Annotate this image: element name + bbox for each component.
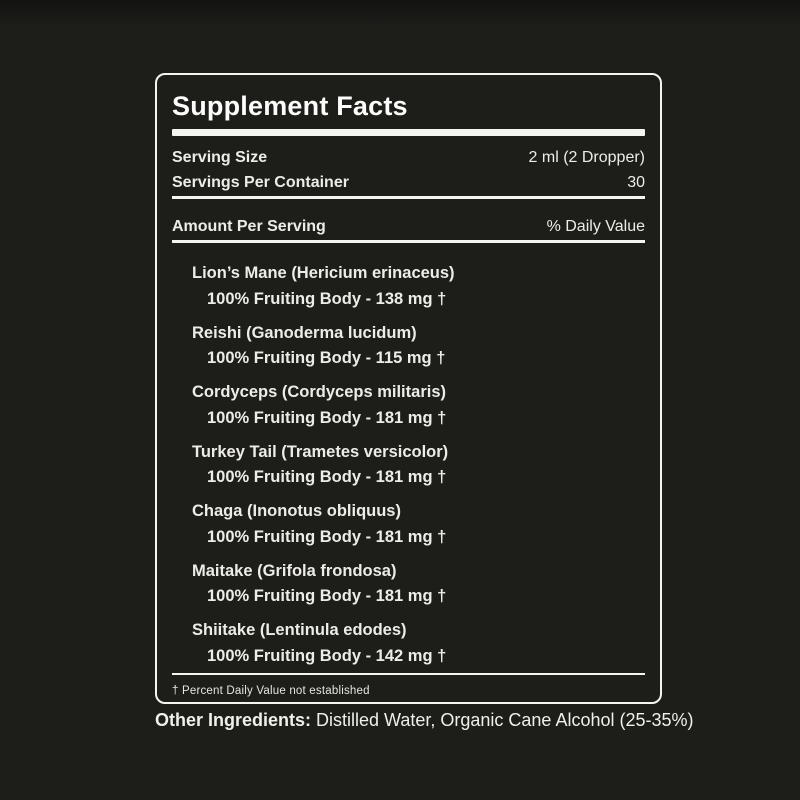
ingredient-amount: 100% Fruiting Body - 181 mg † bbox=[207, 468, 447, 486]
other-ingredients-line bbox=[155, 708, 694, 732]
ingredient-item bbox=[172, 561, 645, 608]
ingredient-item bbox=[172, 620, 645, 667]
ingredient-item bbox=[172, 323, 645, 370]
servings-per-container-row bbox=[172, 170, 645, 195]
serving-size-row bbox=[172, 145, 645, 170]
daily-value-label: % Daily Value bbox=[546, 218, 645, 235]
ingredient-name: Lion’s Mane (Hericium erinaceus) bbox=[192, 264, 455, 282]
amount-per-serving-header-row bbox=[172, 214, 645, 239]
other-ingredients-label: Other Ingredients: bbox=[155, 710, 312, 730]
ingredient-item bbox=[172, 382, 645, 429]
background-top-shade bbox=[0, 0, 800, 26]
ingredient-name: Reishi (Ganoderma lucidum) bbox=[192, 323, 417, 342]
ingredient-amount: 100% Fruiting Body - 181 mg † bbox=[207, 527, 447, 546]
ingredient-list bbox=[172, 263, 645, 667]
amount-per-serving-label: Amount Per Serving bbox=[172, 218, 326, 235]
serving-size-label: Serving Size bbox=[172, 149, 268, 166]
other-ingredients-value: Distilled Water, Organic Cane Alcohol (25-35%) bbox=[311, 710, 694, 730]
supplement-facts-panel bbox=[155, 73, 662, 704]
servings-per-container-label: Servings Per Container bbox=[172, 174, 349, 191]
ingredient-name: Cordyceps (Cordyceps militaris) bbox=[192, 383, 446, 401]
ingredient-item bbox=[172, 263, 645, 310]
thin-divider-after-header bbox=[172, 240, 645, 243]
ingredient-name: Turkey Tail (Trametes versicolor) bbox=[192, 442, 449, 461]
ingredient-amount: 100% Fruiting Body - 138 mg † bbox=[207, 289, 447, 308]
servings-per-container-value: 30 bbox=[627, 174, 645, 191]
panel-title: Supplement Facts bbox=[172, 91, 408, 121]
serving-size-value: 2 ml (2 Dropper) bbox=[528, 149, 645, 166]
ingredient-item bbox=[172, 501, 645, 548]
thin-divider-after-serving bbox=[172, 196, 645, 199]
daily-value-footnote: † Percent Daily Value not established bbox=[172, 685, 370, 697]
thick-divider bbox=[172, 129, 645, 136]
thin-divider-footer bbox=[172, 673, 645, 676]
serving-info-section bbox=[172, 145, 645, 195]
ingredient-amount: 100% Fruiting Body - 115 mg † bbox=[207, 349, 446, 367]
ingredient-item bbox=[172, 442, 645, 489]
ingredient-amount: 100% Fruiting Body - 142 mg † bbox=[207, 646, 447, 665]
ingredient-amount: 100% Fruiting Body - 181 mg † bbox=[207, 408, 447, 427]
ingredient-name: Chaga (Inonotus obliquus) bbox=[192, 502, 401, 520]
ingredient-amount: 100% Fruiting Body - 181 mg † bbox=[207, 587, 447, 605]
ingredient-name: Maitake (Grifola frondosa) bbox=[192, 561, 397, 580]
ingredient-name: Shiitake (Lentinula edodes) bbox=[192, 621, 407, 639]
